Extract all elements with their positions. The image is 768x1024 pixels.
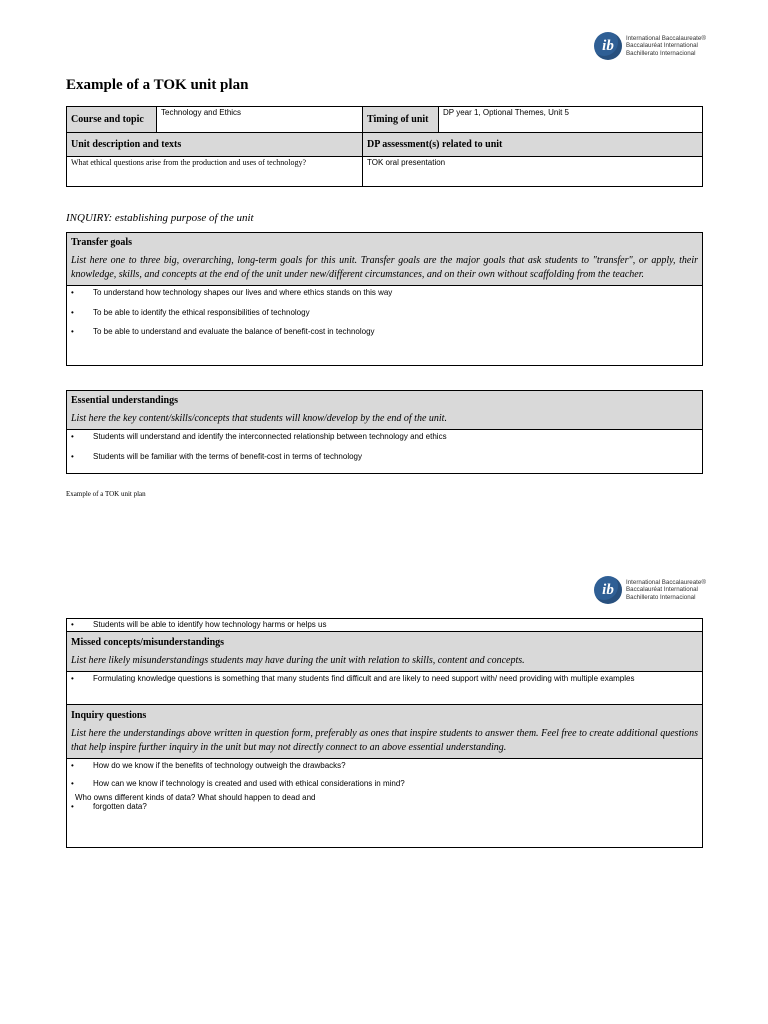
unit-overview-table <box>66 106 703 187</box>
ib-logo-page2 <box>594 576 706 604</box>
list-item: • How can we know if technology is created and used with ethical considerations in mind? <box>71 779 405 788</box>
list-item: • Students will be familiar with the terms of benefit-cost in terms of technology <box>71 451 363 461</box>
transfer-goals-header <box>67 233 702 286</box>
ib-logo <box>594 32 706 60</box>
list-item: • forgotten data? <box>71 802 147 811</box>
ib-logo-icon: ib <box>594 32 622 60</box>
list-item: • Formulating knowledge questions is something that many students find difficult and are likely to need support with/ need providing with multiple examples <box>71 674 635 683</box>
ib-logo-icon: ib <box>594 576 622 604</box>
ib-logo-text: International Baccalaureate® Baccalauréat International Bachillerato Internacional <box>626 34 706 57</box>
list-item: • Students will be able to identify how technology harms or helps us <box>71 620 327 629</box>
page-footer: Example of a TOK unit plan <box>66 490 146 498</box>
essential-understandings-header <box>67 391 702 430</box>
misconceptions-description: List here likely misunderstandings students may have during the unit with relation to skills, content and concepts. <box>71 655 525 666</box>
inquiry-questions-description: List here the understandings above written in question form, preferably as ones that inspire students to answer them. Feel free to create additional questions that help inspire further inquiry in the unit but may not directly connect to an above essential understanding. <box>71 728 698 753</box>
transfer-goals-title: Transfer goals <box>71 237 133 248</box>
list-item: • How do we know if the benefits of technology outweigh the drawbacks? <box>71 761 346 770</box>
transfer-goals-list <box>67 286 702 351</box>
inquiry-questions-header <box>67 705 702 759</box>
transfer-goals-description: List here one to three big, overarching, long-term goals for this unit. Transfer goals are the major goals that ask students to "transfer", or apply, their knowledge, skills, and concepts at the end of the unit under new/different circumstances, and on their own without scaffolding from the teacher. <box>71 255 698 280</box>
timing-label: Timing of unit <box>363 107 439 133</box>
ib-logo-text: International Baccalaureate® Baccalauréat International Bachillerato Internacional <box>626 578 706 601</box>
page-title: Example of a TOK unit plan <box>66 77 249 93</box>
list-item: Who owns different kinds of data? What should happen to dead and <box>75 793 316 802</box>
essential-understandings-description: List here the key content/skills/concepts that students will know/develop by the end of the unit. <box>71 413 447 424</box>
essential-understandings-title: Essential understandings <box>71 395 178 406</box>
essential-understandings-list <box>67 430 702 475</box>
assessment-label: DP assessment(s) related to unit <box>363 133 703 157</box>
timing-value: DP year 1, Optional Themes, Unit 5 <box>439 107 703 133</box>
carry-over-row <box>67 619 702 632</box>
list-item: • To understand how technology shapes our lives and where ethics stands on this way <box>71 288 393 297</box>
misconceptions-header <box>67 632 702 672</box>
inquiry-label: INQUIRY: establishing purpose of the unit <box>66 212 254 224</box>
list-item: • To be able to identify the ethical responsibilities of technology <box>71 307 310 317</box>
course-value: Technology and Ethics <box>157 107 363 133</box>
transfer-goals-box <box>66 232 703 366</box>
list-item: • To be able to understand and evaluate the balance of benefit-cost in technology <box>71 327 375 336</box>
page2-continuation-box <box>66 618 703 848</box>
inquiry-questions-title: Inquiry questions <box>71 710 147 721</box>
course-label: Course and topic <box>67 107 157 133</box>
inquiry-questions-list <box>67 759 702 813</box>
misconceptions-list <box>67 672 702 705</box>
essential-understandings-box <box>66 390 703 474</box>
description-value: What ethical questions arise from the production and uses of technology? <box>67 157 363 187</box>
assessment-value: TOK oral presentation <box>363 157 703 187</box>
description-label: Unit description and texts <box>67 133 363 157</box>
misconceptions-title: Missed concepts/misunderstandings <box>71 637 225 648</box>
list-item: • Students will understand and identify the interconnected relationship between technology and ethics <box>71 432 447 441</box>
